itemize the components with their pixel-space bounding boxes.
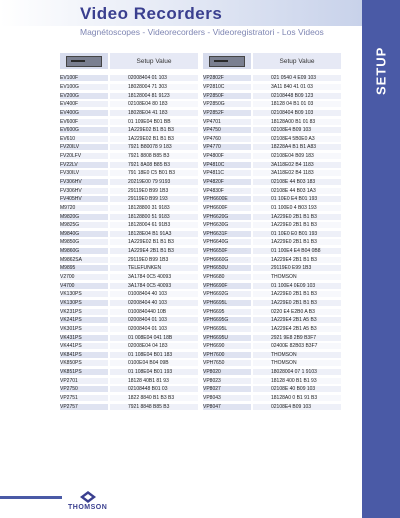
model-name: M9862SA — [60, 257, 108, 263]
table-row — [203, 316, 341, 325]
setup-code: 18128800 51 9183 — [110, 214, 198, 220]
table-header — [203, 52, 341, 70]
table-row — [60, 281, 198, 290]
model-name: M9895 — [60, 265, 108, 271]
setup-code: 0220 E4 E2B0 A B3 — [253, 309, 341, 315]
table-row — [60, 134, 198, 143]
table-row — [203, 333, 341, 342]
setup-code: 29119E0 B99 1B3 — [110, 188, 198, 194]
setup-code: 02108E 40 B09 103 — [253, 386, 341, 392]
setup-code: 1A229E02 B1 B1 B3 — [110, 239, 198, 245]
setup-code: 01 108E04 B01 193 — [110, 369, 198, 375]
setup-code: 02108448 B09 123 — [253, 93, 341, 99]
setup-code: 18128004 81 9123 — [110, 93, 198, 99]
table-row — [203, 264, 341, 273]
setup-code: THOMSON — [253, 274, 341, 280]
setup-value-header: Setup Value — [253, 53, 341, 69]
model-name: VPH6680 — [203, 274, 251, 280]
table-row — [60, 91, 198, 100]
model-name: VK431PS — [60, 335, 108, 341]
model-name: VPH6692G — [203, 291, 251, 297]
model-name: VPH6695U — [203, 335, 251, 341]
model-name: VP2850G — [203, 101, 251, 107]
setup-code: 02108404 B09 103 — [253, 110, 341, 116]
model-name: FV22LV — [60, 162, 108, 168]
table-row — [203, 325, 341, 334]
model-name: VK851PS — [60, 369, 108, 375]
table-row — [203, 126, 341, 135]
model-name: VP8043 — [203, 395, 251, 401]
model-name: EV600F — [60, 119, 108, 125]
page-subtitle: Magnétoscopes - Videorecorders - Videoregistratori - Los Videos — [80, 27, 324, 37]
model-name: VP8023 — [203, 378, 251, 384]
setup-code: 18128 400 B1 B1 93 — [253, 378, 341, 384]
setup-code: 02008404 01 103 — [110, 326, 198, 332]
table-row — [60, 264, 198, 273]
table-row — [203, 238, 341, 247]
table-row — [60, 152, 198, 161]
table-row — [203, 143, 341, 152]
table-row — [60, 385, 198, 394]
setup-code: 29119E0 B99 193 — [110, 196, 198, 202]
model-name: VPH6695 — [203, 309, 251, 315]
model-name: V4700 — [60, 283, 108, 289]
model-name: VK231PS — [60, 309, 108, 315]
table-row — [203, 186, 341, 195]
table-row — [203, 160, 341, 169]
setup-code: 18028004 07 1 9103 — [253, 369, 341, 375]
model-name: VPH6650F — [203, 248, 251, 254]
model-name: VP2750 — [60, 386, 108, 392]
setup-code: 01 10E0 E4 B01 193 — [253, 196, 341, 202]
right-code-table — [203, 52, 341, 411]
setup-code: 29119E0 E99 1B3 — [253, 265, 341, 271]
model-name: VPH6600E — [203, 196, 251, 202]
setup-code: 02008404 01 103 — [110, 75, 198, 81]
left-code-table — [60, 52, 198, 411]
setup-code: 3A118E02 B4 1183 — [253, 170, 341, 176]
setup-code: 18228A4 B1 B1 A83 — [253, 144, 341, 150]
model-name: M9850G — [60, 239, 108, 245]
table-row — [203, 394, 341, 403]
setup-code: 18128800 31 9183 — [110, 205, 198, 211]
setup-code: 1A229E0 2B1 B1 B3 — [253, 291, 341, 297]
setup-code: 1A229E4 2B1 A5 B3 — [253, 326, 341, 332]
table-header — [60, 52, 198, 70]
table-row — [60, 307, 198, 316]
setup-code: 1A229E02 B1 B1 B3 — [110, 127, 198, 133]
model-name: M9840G — [60, 231, 108, 237]
vcr-icon-cell — [203, 53, 251, 69]
model-name: VK130PS — [60, 300, 108, 306]
table-row — [203, 169, 341, 178]
model-name: VP4811C — [203, 170, 251, 176]
setup-code: 02108E4 B09 103 — [253, 404, 341, 410]
model-name: VP4760 — [203, 136, 251, 142]
model-name: VP4820F — [203, 179, 251, 185]
table-row — [60, 402, 198, 411]
table-row — [203, 281, 341, 290]
table-row — [203, 359, 341, 368]
table-row — [203, 342, 341, 351]
model-name: VK130PS — [60, 291, 108, 297]
table-row — [60, 273, 198, 282]
setup-code: 7921 8A08 B85 B3 — [110, 162, 198, 168]
setup-code: 18028004 71 303 — [110, 84, 198, 90]
table-row — [203, 368, 341, 377]
table-row — [203, 134, 341, 143]
model-name: VP2701 — [60, 378, 108, 384]
setup-value-header: Setup Value — [110, 53, 198, 69]
section-label: SETUP — [373, 46, 389, 96]
setup-code: 01 108E04 B01 183 — [110, 352, 198, 358]
table-row — [203, 385, 341, 394]
setup-code: 3A1784 0C5 40093 — [110, 274, 198, 280]
model-name: M9720 — [60, 205, 108, 211]
setup-code: 02108E4 B09 103 — [253, 127, 341, 133]
vcr-icon — [209, 56, 245, 67]
setup-code: 1A229E4 2B1 B1 B3 — [110, 248, 198, 254]
setup-code: 1A229E0 2B1 B1 B3 — [253, 239, 341, 245]
table-row — [203, 307, 341, 316]
table-row — [60, 143, 198, 152]
model-name: VP4770 — [203, 144, 251, 150]
table-row — [60, 117, 198, 126]
table-row — [60, 376, 198, 385]
setup-code: 0100E04 B04 09B — [110, 360, 198, 366]
setup-code: 02108E04 80 183 — [110, 101, 198, 107]
table-row — [60, 100, 198, 109]
model-name: V2700 — [60, 274, 108, 280]
model-name: VK850PS — [60, 360, 108, 366]
table-row — [60, 204, 198, 213]
brand-name: THOMSON — [68, 504, 108, 511]
thomson-logo — [68, 491, 107, 511]
model-name: VK441PS — [60, 343, 108, 349]
setup-code: 18128A0 0 B1 91 B3 — [253, 395, 341, 401]
setup-code: 1A229E0 2B1 B1 B3 — [253, 300, 341, 306]
setup-code: 7921 B80078 9 183 — [110, 144, 198, 150]
table-row — [60, 230, 198, 239]
setup-code: 1822 8840 B1 B3 B3 — [110, 395, 198, 401]
model-name: VP2850F — [203, 93, 251, 99]
table-row — [203, 83, 341, 92]
setup-code: 3A11 840 41 01 03 — [253, 84, 341, 90]
table-row — [203, 195, 341, 204]
table-row — [60, 212, 198, 221]
table-row — [203, 255, 341, 264]
setup-code: 3A118E02 B4 1183 — [253, 162, 341, 168]
table-row — [60, 178, 198, 187]
table-row — [203, 299, 341, 308]
model-name: VP8020 — [203, 369, 251, 375]
model-name: VP4750 — [203, 127, 251, 133]
model-name: FV306HV — [60, 188, 108, 194]
setup-code: 02108E04 B09 183 — [253, 153, 341, 159]
setup-code: 02108E 44 B03 1A3 — [253, 188, 341, 194]
model-name: VP8047 — [203, 404, 251, 410]
setup-code: 18028E04 41 183 — [110, 110, 198, 116]
setup-code: 021 0540 4 E09 103 — [253, 75, 341, 81]
table-row — [203, 117, 341, 126]
model-name: VPH6690F — [203, 283, 251, 289]
table-row — [60, 316, 198, 325]
table-row — [60, 333, 198, 342]
setup-code: 18128004 61 91B3 — [110, 222, 198, 228]
table-row — [203, 273, 341, 282]
table-row — [60, 83, 198, 92]
thomson-logo-icon — [80, 491, 96, 503]
model-name: VK841PS — [60, 352, 108, 358]
model-name: VPH6630G — [203, 222, 251, 228]
page-title: Video Recorders — [80, 4, 223, 23]
model-name: VPH6650U — [203, 265, 251, 271]
model-name: FV306HV — [60, 179, 108, 185]
table-row — [60, 351, 198, 360]
table-row — [203, 152, 341, 161]
model-name: VPH6631F — [203, 231, 251, 237]
model-name: EV400G — [60, 110, 108, 116]
table-row — [60, 160, 198, 169]
setup-code: 02400E 82B03 B3F7 — [253, 343, 341, 349]
model-name: EV100F — [60, 75, 108, 81]
table-row — [60, 238, 198, 247]
setup-code: 01 100E0 4 B03 193 — [253, 205, 341, 211]
table-row — [203, 178, 341, 187]
model-name: VPH6640G — [203, 239, 251, 245]
footer-bar — [0, 496, 62, 499]
setup-code: 29119E0 B99 1B3 — [110, 257, 198, 263]
model-name: EV200G — [60, 93, 108, 99]
model-name: VP2852F — [203, 110, 251, 116]
setup-code: 1A229E02 B1 B1 B3 — [110, 136, 198, 142]
table-row — [203, 376, 341, 385]
table-row — [60, 126, 198, 135]
model-name: VPH6600F — [203, 205, 251, 211]
table-row — [203, 109, 341, 118]
model-name: VP8027 — [203, 386, 251, 392]
setup-code: 01008404 40 103 — [110, 291, 198, 297]
model-name: VK241PS — [60, 317, 108, 323]
vcr-icon — [66, 56, 102, 67]
table-row — [60, 299, 198, 308]
model-name: EV600G — [60, 127, 108, 133]
model-name: VPH6695G — [203, 317, 251, 323]
setup-code: 02008404 01 103 — [110, 317, 198, 323]
table-row — [203, 74, 341, 83]
model-name: VP2802F — [203, 75, 251, 81]
table-row — [203, 290, 341, 299]
setup-code: THOMSON — [253, 360, 341, 366]
setup-code: 01 109E04 B01 BB — [110, 119, 198, 125]
table-row — [60, 221, 198, 230]
model-name: VPH7600 — [203, 352, 251, 358]
setup-code: 1A229E4 2B1 B1 B3 — [253, 257, 341, 263]
setup-code: 02108448 B01 03 — [110, 386, 198, 392]
setup-code: 1A229E0 2B1 B1 B3 — [253, 222, 341, 228]
table-row — [203, 204, 341, 213]
table-row — [60, 74, 198, 83]
vcr-icon-cell — [60, 53, 108, 69]
setup-code: 18128E04 B1 91A3 — [110, 231, 198, 237]
setup-code: 2921 9E8 2B9 B3F7 — [253, 335, 341, 341]
model-name: FV20ILV — [60, 144, 108, 150]
model-name: M9820G — [60, 214, 108, 220]
table-row — [60, 325, 198, 334]
model-name: VK301PS — [60, 326, 108, 332]
model-name: VPH6695L — [203, 300, 251, 306]
setup-code: 18128 04 B1 01 03 — [253, 101, 341, 107]
setup-code: 791 18E0 C5 B01 B3 — [110, 170, 198, 176]
setup-code: 18128A00 B1 01 83 — [253, 119, 341, 125]
setup-code: THOMSON — [253, 352, 341, 358]
table-row — [203, 100, 341, 109]
table-row — [60, 109, 198, 118]
setup-code: 7921 8848 B85 B3 — [110, 404, 198, 410]
table-row — [60, 368, 198, 377]
setup-code: 02108E 44 B03 183 — [253, 179, 341, 185]
setup-code: 1A229E0 2B1 B1 B3 — [253, 214, 341, 220]
table-row — [60, 359, 198, 368]
model-name: VPH6690 — [203, 343, 251, 349]
model-name: FV20LFV — [60, 153, 108, 159]
table-row — [203, 351, 341, 360]
model-name: EV610 — [60, 136, 108, 142]
setup-code: 01 100E4 0E09 103 — [253, 283, 341, 289]
model-name: EV100G — [60, 84, 108, 90]
table-row — [203, 221, 341, 230]
setup-code: 0100840440 10B — [110, 309, 198, 315]
setup-code: TELEFUNKEN — [110, 265, 198, 271]
model-name: M9825G — [60, 222, 108, 228]
model-name: VPH6620G — [203, 214, 251, 220]
model-name: VP4800F — [203, 153, 251, 159]
setup-code: 01 10E0 E0 B01 193 — [253, 231, 341, 237]
model-name: FV30ILV — [60, 170, 108, 176]
setup-code: 7921 8808 B85 B3 — [110, 153, 198, 159]
model-name: EV400F — [60, 101, 108, 107]
setup-code: 20219E00 79 9193 — [110, 179, 198, 185]
table-row — [60, 186, 198, 195]
table-row — [203, 230, 341, 239]
model-name: VPH6660G — [203, 257, 251, 263]
setup-code: 02108E4 5B0E0 A3 — [253, 136, 341, 142]
setup-code: 02008E04 04 183 — [110, 343, 198, 349]
table-row — [60, 255, 198, 264]
table-body — [203, 74, 341, 411]
model-name: M9860G — [60, 248, 108, 254]
table-row — [203, 247, 341, 256]
setup-code: 02008404 40 103 — [110, 300, 198, 306]
model-name: VP4810C — [203, 162, 251, 168]
model-name: VP4701 — [203, 119, 251, 125]
table-row — [203, 402, 341, 411]
table-row — [60, 342, 198, 351]
model-name: VPH6695L — [203, 326, 251, 332]
table-row — [203, 212, 341, 221]
table-row — [60, 247, 198, 256]
table-row — [203, 91, 341, 100]
model-name: VP2757 — [60, 404, 108, 410]
table-body — [60, 74, 198, 411]
model-name: VP2751 — [60, 395, 108, 401]
model-name: VP4830F — [203, 188, 251, 194]
table-row — [60, 169, 198, 178]
setup-code: 1A229E4 2B1 A5 B3 — [253, 317, 341, 323]
setup-code: 3A1784 0C5 40093 — [110, 283, 198, 289]
model-name: VP2810C — [203, 84, 251, 90]
setup-code: 01 100E4 E4 B04 0B8 — [253, 248, 341, 254]
table-row — [60, 195, 198, 204]
table-row — [60, 394, 198, 403]
model-name: VPH7650 — [203, 360, 251, 366]
setup-code: 01 008E04 041 18B — [110, 335, 198, 341]
setup-code: 18128 40B1 81 93 — [110, 378, 198, 384]
model-name: FV405HV — [60, 196, 108, 202]
table-row — [60, 290, 198, 299]
